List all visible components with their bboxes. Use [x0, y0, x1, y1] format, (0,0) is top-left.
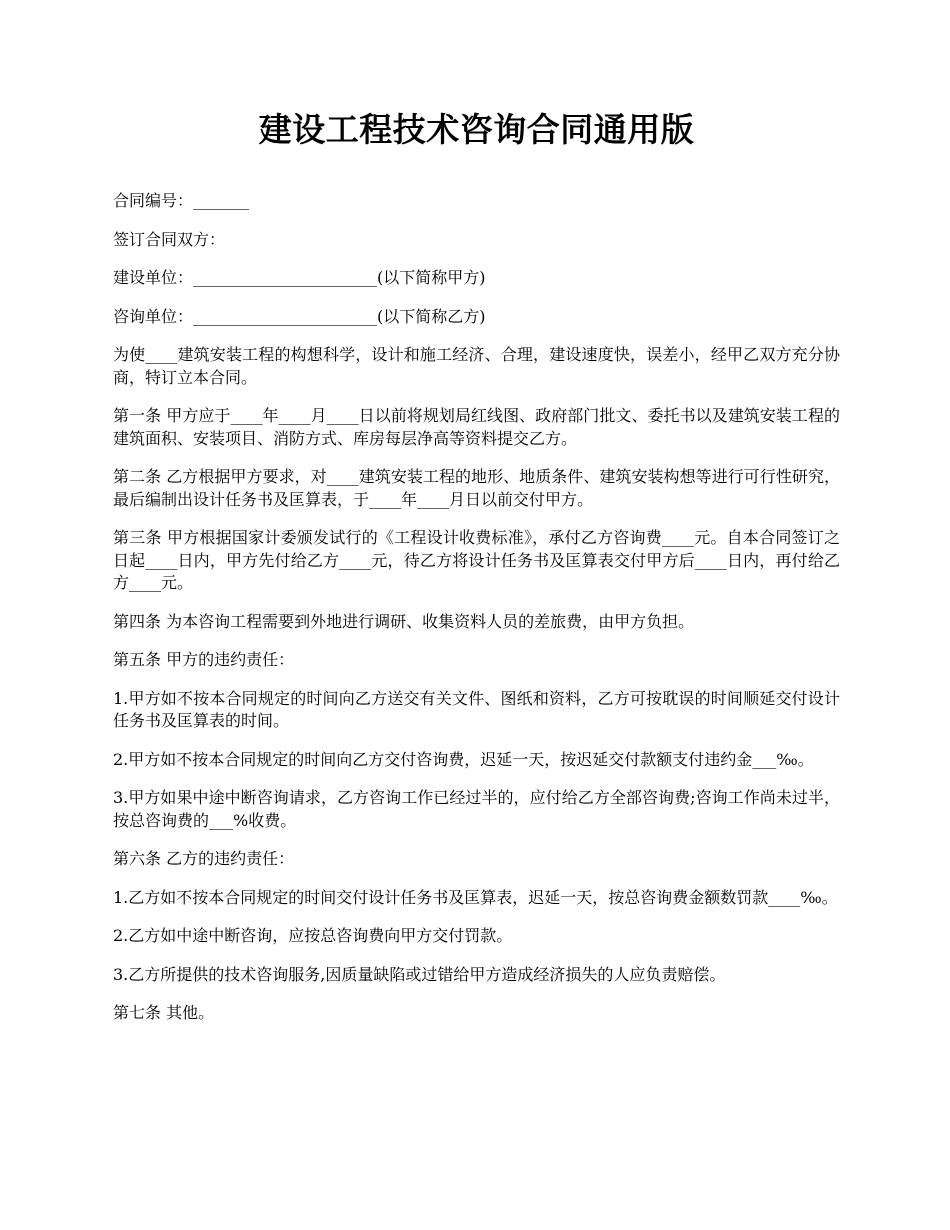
article-7: 第七条 其他。 [113, 1003, 215, 1022]
article-5-heading: 第五条 甲方的违约责任： [113, 650, 295, 669]
article-2: 第二条 乙方根据甲方要求，对____建筑安装工程的地形、地质条件、建筑安装构想等进行可行性研究，最后编制出设计任务书及匡算表，于____年____月日以前交付甲方。 [113, 467, 840, 509]
document-page [113, 108, 840, 1041]
article-6-heading: 第六条 乙方的违约责任： [113, 849, 295, 868]
article-5-item-1: 1.甲方如不按本合同规定的时间向乙方送交有关文件、图纸和资料，乙方可按耽误的时间顺延交付设计任务书及匡算表的时间。 [113, 688, 840, 730]
contract-parties-label: 签订合同双方： [113, 229, 226, 249]
preamble-paragraph: 为使____建筑安装工程的构想科学，设计和施工经济、合理，建设速度快，误差小，经甲乙双方充分协商，特订立本合同。 [113, 345, 840, 387]
article-6-item-1: 1.乙方如不按本合同规定的时间交付设计任务书及匡算表，迟延一天，按总咨询费金额数罚款____‰。 [113, 887, 838, 907]
contract-number: 合同编号：_______ [113, 191, 250, 210]
document-title: 建设工程技术咨询合同通用版 [258, 110, 695, 149]
article-6-item-3: 3.乙方所提供的技术咨询服务,因质量缺陷或过错给甲方造成经济损失的人应负责赔偿。 [113, 964, 726, 984]
article-5-item-2: 2.甲方如不按本合同规定的时间向乙方交付咨询费，迟延一天，按迟延交付款额支付违约金___‰。 [113, 749, 814, 769]
party-b-line: 咨询单位：_______________________(以下简称乙方) [113, 306, 486, 326]
article-5-item-3: 3.甲方如果中途中断咨询请求，乙方咨询工作已经过半的，应付给乙方全部咨询费;咨询工作尚未过半，按总咨询费的___%收费。 [113, 788, 840, 830]
article-3: 第三条 甲方根据国家计委颁发试行的《工程设计收费标准》，承付乙方咨询费____元。自本合同签订之日起____日内，甲方先付给乙方____元，待乙方将设计任务书及匡算表交付甲方后____日内，再付给乙方____元。 [113, 528, 840, 592]
article-1: 第一条 甲方应于____年____月____日以前将规划局红线图、政府部门批文、委托书以及建筑安装工程的建筑面积、安装项目、消防方式、库房每层净高等资料提交乙方。 [113, 406, 840, 448]
article-4: 第四条 为本咨询工程需要到外地进行调研、收集资料人员的差旅费，由甲方负担。 [113, 611, 695, 631]
article-6-item-2: 2.乙方如中途中断咨询，应按总咨询费向甲方交付罚款。 [113, 926, 513, 945]
party-a-line: 建设单位：_______________________(以下简称甲方) [113, 268, 486, 287]
